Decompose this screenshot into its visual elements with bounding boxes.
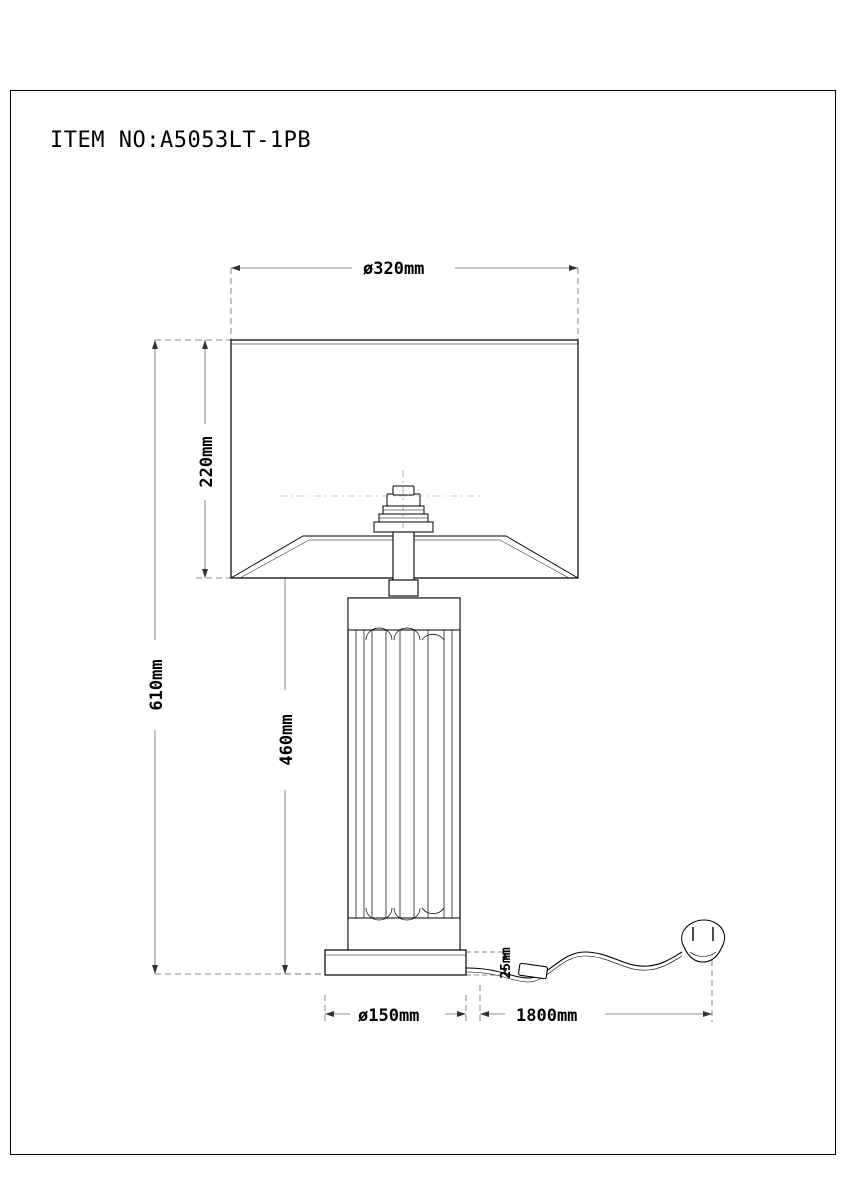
- item-number-label: ITEM NO:A5053LT-1PB: [50, 128, 312, 153]
- dim-total-height: 610mm: [147, 659, 167, 711]
- dim-base-diameter: ø150mm: [358, 1006, 420, 1026]
- dim-cord-length: 1800mm: [516, 1006, 578, 1026]
- lamp-body: [348, 598, 460, 950]
- lamp-neck: [389, 532, 418, 596]
- power-plug: [682, 920, 725, 962]
- body-bottom-collar: [348, 918, 460, 950]
- dim-base-thickness: 25mm: [499, 947, 514, 979]
- lamp-base: [325, 950, 466, 975]
- dim-body-height: 460mm: [277, 714, 297, 766]
- dim-shade-diameter: ø320mm: [363, 259, 425, 279]
- dim-shade-height: 220mm: [197, 436, 217, 488]
- body-top-collar: [348, 598, 460, 630]
